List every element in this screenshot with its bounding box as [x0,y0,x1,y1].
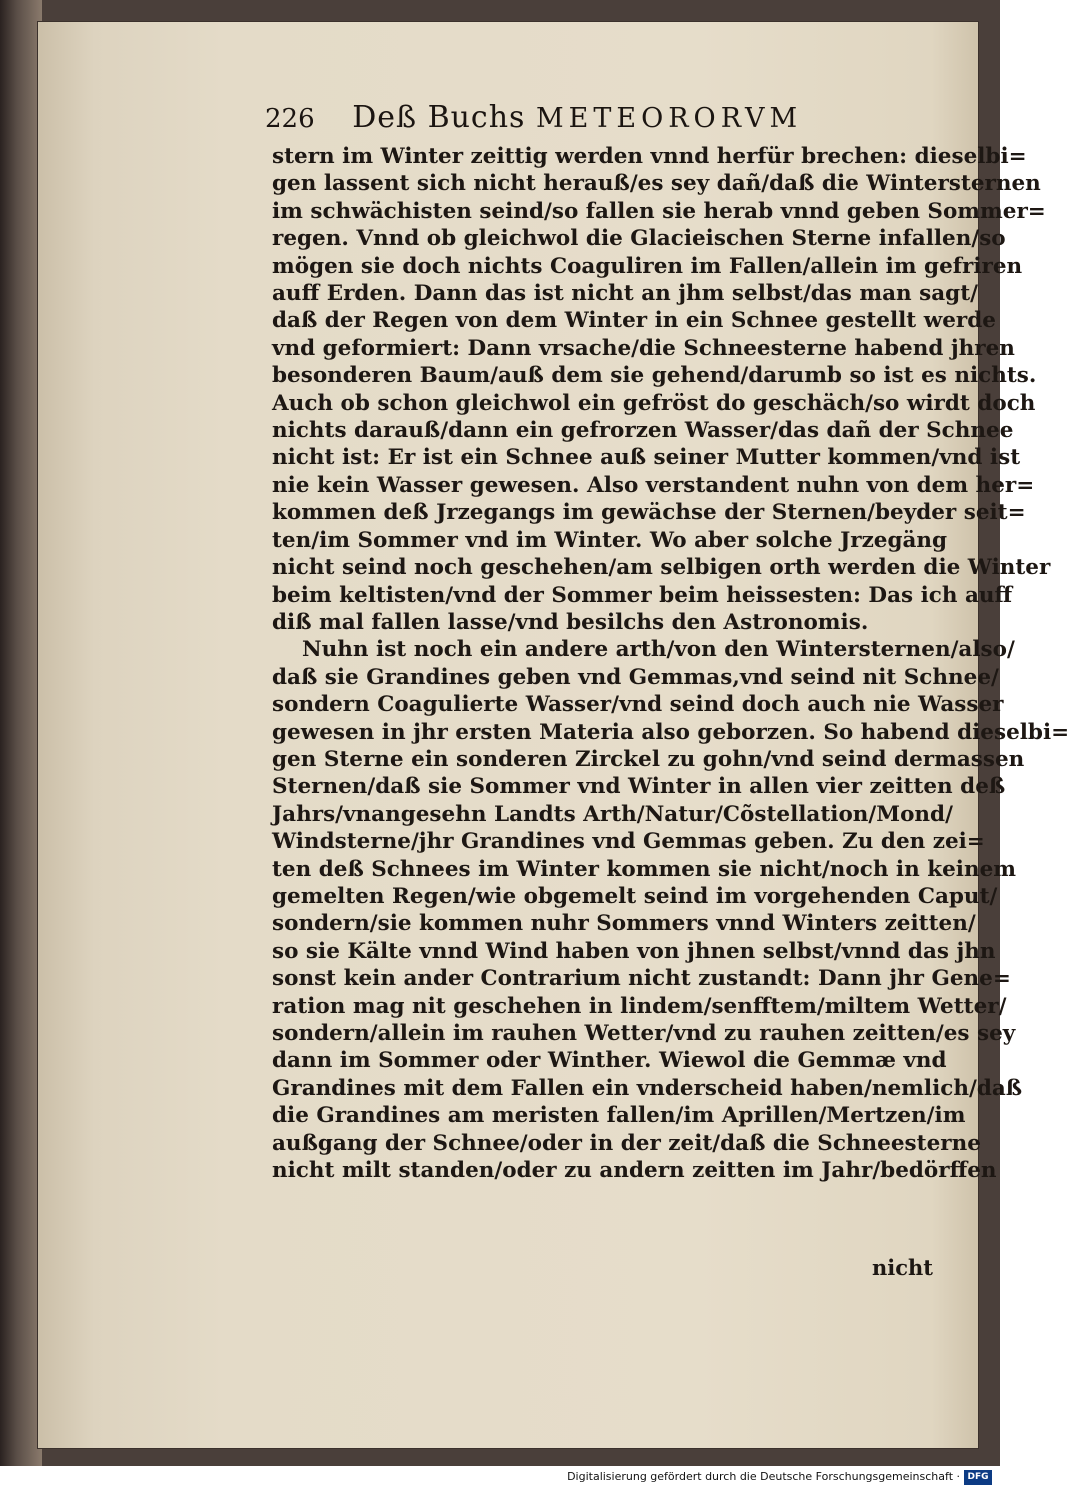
running-title [352,100,802,135]
text-line: sondern/sie kommen nuhr Sommers vnnd Winters zeitten/ [272,911,976,937]
text-line: kommen deß Jrzegangs im gewächse der Sternen/beyder seit= [272,500,1026,526]
text-line: Windsterne/jhr Grandines vnd Gemmas geben. Zu den zei= [272,829,985,855]
page-header [265,100,865,140]
running-title-caps: METEORORVM [536,103,803,134]
text-line: beim keltisten/vnd der Sommer beim heissesten: Das ich auff [272,582,1013,608]
text-line: gen Sterne ein sonderen Zirckel zu gohn/vnd seind dermassen [272,746,1025,772]
text-line: nicht milt standen/oder zu andern zeitten im Jahr/bedörffen [272,1158,997,1184]
text-line: daß sie Grandines geben vnd Gemmas,vnd seind nit Schnee/ [272,664,999,690]
text-line: gemelten Regen/wie obgemelt seind im vorgehenden Caput/ [272,883,998,909]
text-line: Jahrs/vnangesehn Landts Arth/Natur/Cõstellation/Mond/ [272,801,953,827]
running-title-prefix: Deß Buchs [352,100,526,135]
text-line: ten deß Schnees im Winter kommen sie nicht/noch in keinem [272,856,1017,882]
text-line: nie kein Wasser gewesen. Also verstandent nuhn von dem her= [272,472,1035,498]
text-line: daß der Regen von dem Winter in ein Schnee gestellt werde [272,308,996,334]
footer-credit: Digitalisierung gefördert durch die Deutsche Forschungsgemeinschaft · [567,1470,960,1483]
text-line: Sternen/daß sie Sommer vnd Winter in allen vier zeitten deß [272,774,1006,800]
text-line: ration mag nit geschehen in lindem/senfftem/miltem Wetter/ [272,993,1007,1019]
text-line: auff Erden. Dann das ist nicht an jhm selbst/das man sagt/ [272,281,978,307]
text-line: Auch ob schon gleichwol ein gefröst do geschäch/so wirdt doch [272,390,1036,416]
text-line: regen. Vnnd ob gleichwol die Glacieischen Sterne infallen/so [272,226,1006,252]
text-line: nicht seind noch geschehen/am selbigen orth werden die Winter [272,555,1051,581]
text-line: ten/im Sommer vnd im Winter. Wo aber solche Jrzegäng [272,527,948,553]
text-line: im schwächisten seind/so fallen sie herab vnnd geben Sommer= [272,198,1046,224]
text-line: sonst kein ander Contrarium nicht zustandt: Dann jhr Gene= [272,966,1011,992]
text-line: besonderen Baum/auß dem sie gehend/darumb so ist es nichts. [272,363,1037,389]
text-line: Grandines mit dem Fallen ein vnderscheid haben/nemlich/daß [272,1075,1023,1101]
book-binding-edge [0,0,42,1466]
body-text [272,143,1069,1184]
dfg-logo: DFG [964,1470,992,1485]
text-line: mögen sie doch nichts Coaguliren im Fallen/allein im gefriren [272,253,1023,279]
text-line: diß mal fallen lasse/vnd besilchs den Astronomis. [272,609,869,635]
text-line: sondern/allein im rauhen Wetter/vnd zu rauhen zeitten/es sey [272,1021,1016,1046]
text-line: so sie Kälte vnnd Wind haben von jhnen selbst/vnnd das jhn [272,938,996,964]
text-line: vnd geformiert: Dann vrsache/die Schneesterne habend jhren [272,335,1015,361]
footer-bar [0,1466,1000,1490]
text-line: gen lassent sich nicht herauß/es sey dañ/daß die Wintersternen [272,171,1041,197]
text-line: die Grandines am meristen fallen/im Aprillen/Mertzen/im [272,1103,966,1129]
text-line: nichts darauß/dann ein gefrorzen Wasser/das dañ der Schnee [272,418,1014,444]
text-line: dann im Sommer oder Winther. Wiewol die Gemmæ vnd [272,1048,947,1074]
text-line: stern im Winter zeittig werden vnnd herfür brechen: dieselbi= [272,144,1027,169]
text-line: sondern Coagulierte Wasser/vnd seind doch auch nie Wasser [272,692,1004,718]
page-number: 226 [265,104,315,134]
text-line: außgang der Schnee/oder in der zeit/daß die Schneesterne [272,1130,981,1156]
text-line: Nuhn ist noch ein andere arth/von den Wintersternen/also/ [302,637,1015,663]
text-line: gewesen in jhr ersten Materia also geborzen. So habend dieselbi= [272,719,1069,745]
catchword: nicht [872,1255,934,1280]
text-line: nicht ist: Er ist ein Schnee auß seiner Mutter kommen/vnd ist [272,445,1021,471]
